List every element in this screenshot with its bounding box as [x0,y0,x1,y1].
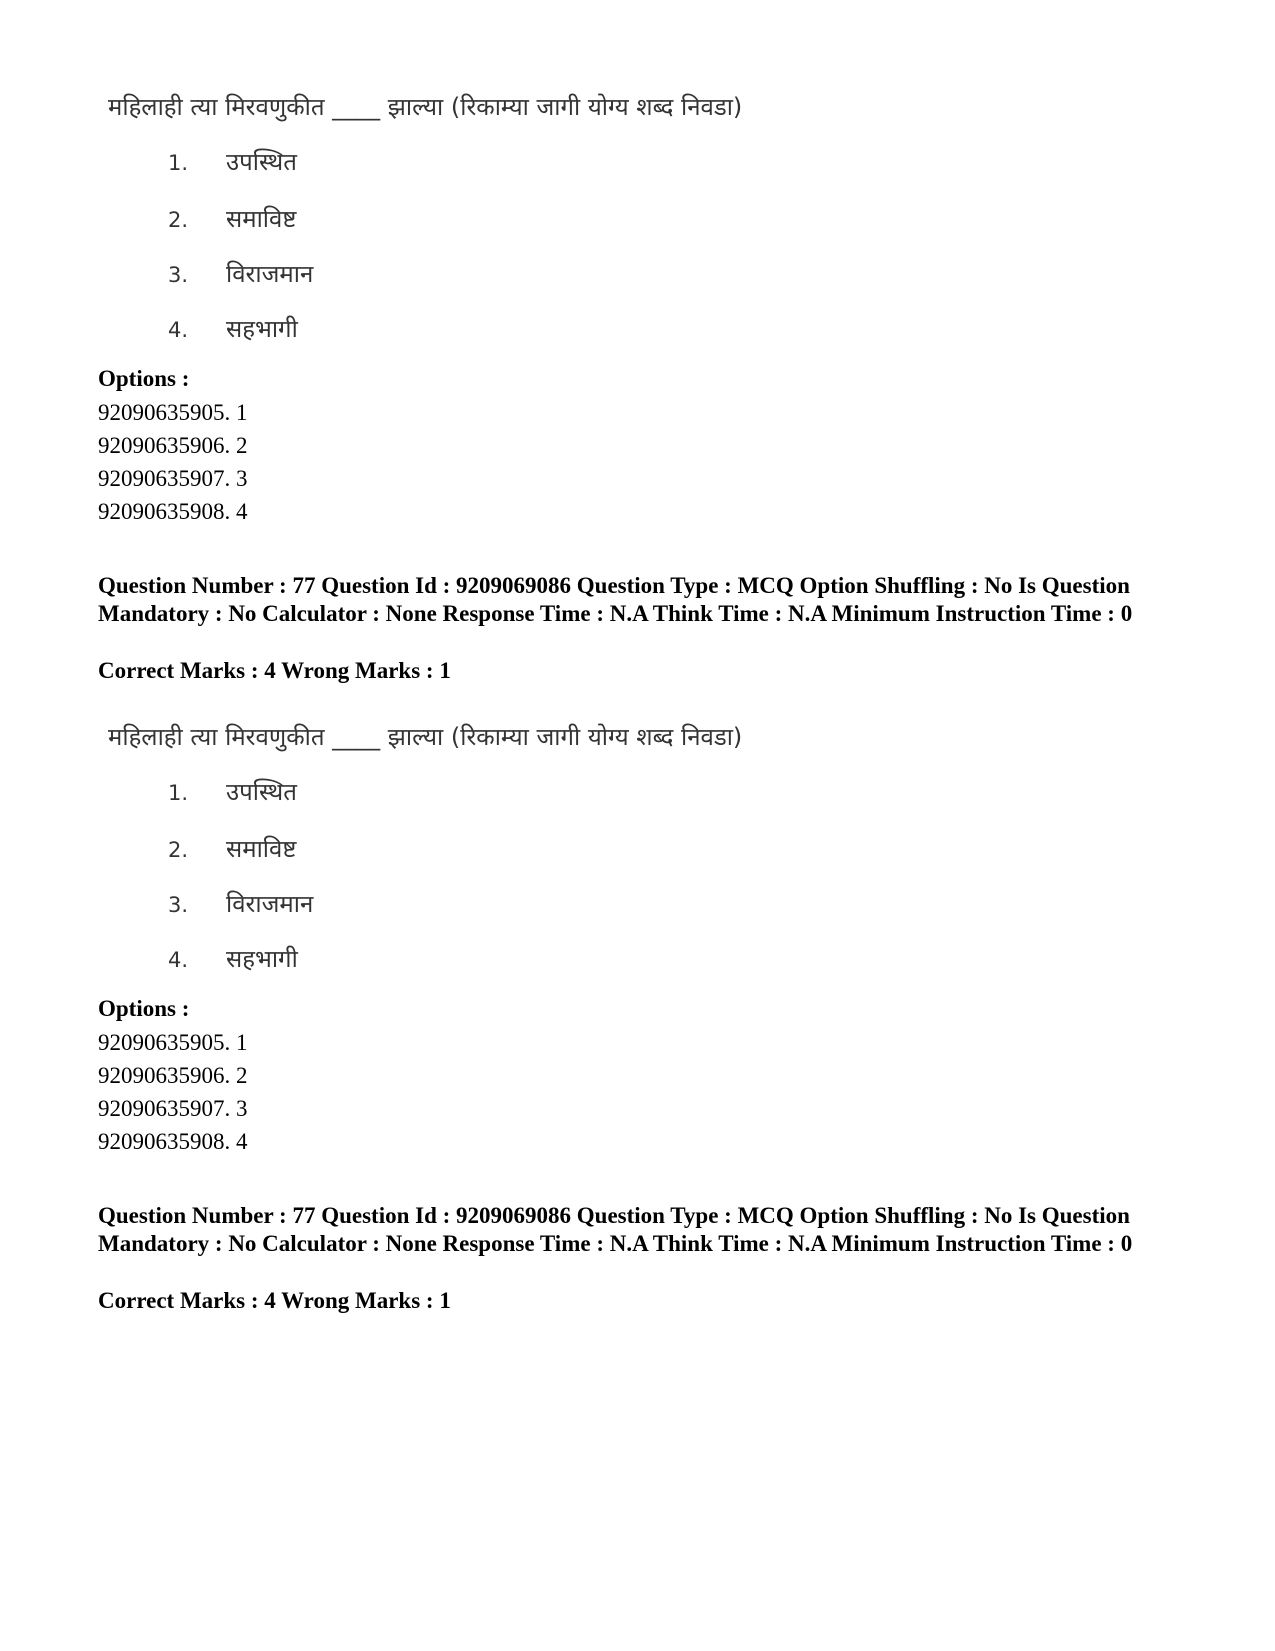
choice-item-3 [168,257,313,290]
option-line-2: 92090635906. 2 [98,1063,248,1088]
choice-text: समाविष्ट [226,835,297,863]
choice-number: 1. [168,781,189,805]
choice-number: 4. [168,318,189,342]
choice-item-3 [168,887,313,920]
choice-number: 1. [168,151,189,175]
option-line-1: 92090635905. 1 [98,400,248,425]
choice-text: विराजमान [226,260,314,288]
choice-item-4 [168,312,298,345]
question-metadata: Question Number : 77 Question Id : 9209069086 Question Type : MCQ Option Shuffling : No Is Question Mandatory : No Calculator : None Response Time : N.A Think Time : N.A Minimum Instruction Time : 0 [98,573,1133,626]
option-line-4: 92090635908. 4 [98,499,248,524]
options-heading: Options : [98,996,190,1021]
choice-text: सहभागी [226,945,298,973]
choice-item-2 [168,832,296,865]
choice-number: 2. [168,208,189,232]
choice-text: विराजमान [226,890,314,918]
choice-text: सहभागी [226,315,298,343]
choice-item-1 [168,775,297,808]
choice-number: 2. [168,838,189,862]
option-line-1: 92090635905. 1 [98,1030,248,1055]
question-metadata: Question Number : 77 Question Id : 9209069086 Question Type : MCQ Option Shuffling : No Is Question Mandatory : No Calculator : None Response Time : N.A Think Time : N.A Minimum Instruction Time : 0 [98,1203,1133,1256]
choice-item-1 [168,145,297,178]
choice-item-2 [168,202,296,235]
marks-line: Correct Marks : 4 Wrong Marks : 1 [98,1288,451,1313]
marks-line: Correct Marks : 4 Wrong Marks : 1 [98,658,451,683]
choice-text: उपस्थित [226,148,297,176]
choice-number: 3. [168,263,189,287]
option-line-4: 92090635908. 4 [98,1129,248,1154]
choice-number: 4. [168,948,189,972]
question-text: महिलाही त्या मिरवणुकीत ____ झाल्या (रिकाम्या जागी योग्य शब्द निवडा) [108,93,743,121]
choice-text: समाविष्ट [226,205,297,233]
choice-number: 3. [168,893,189,917]
option-line-3: 92090635907. 3 [98,466,248,491]
question-text: महिलाही त्या मिरवणुकीत ____ झाल्या (रिकाम्या जागी योग्य शब्द निवडा) [108,723,743,751]
choice-item-4 [168,942,298,975]
option-line-2: 92090635906. 2 [98,433,248,458]
options-heading: Options : [98,366,190,391]
option-line-3: 92090635907. 3 [98,1096,248,1121]
choice-text: उपस्थित [226,778,297,806]
